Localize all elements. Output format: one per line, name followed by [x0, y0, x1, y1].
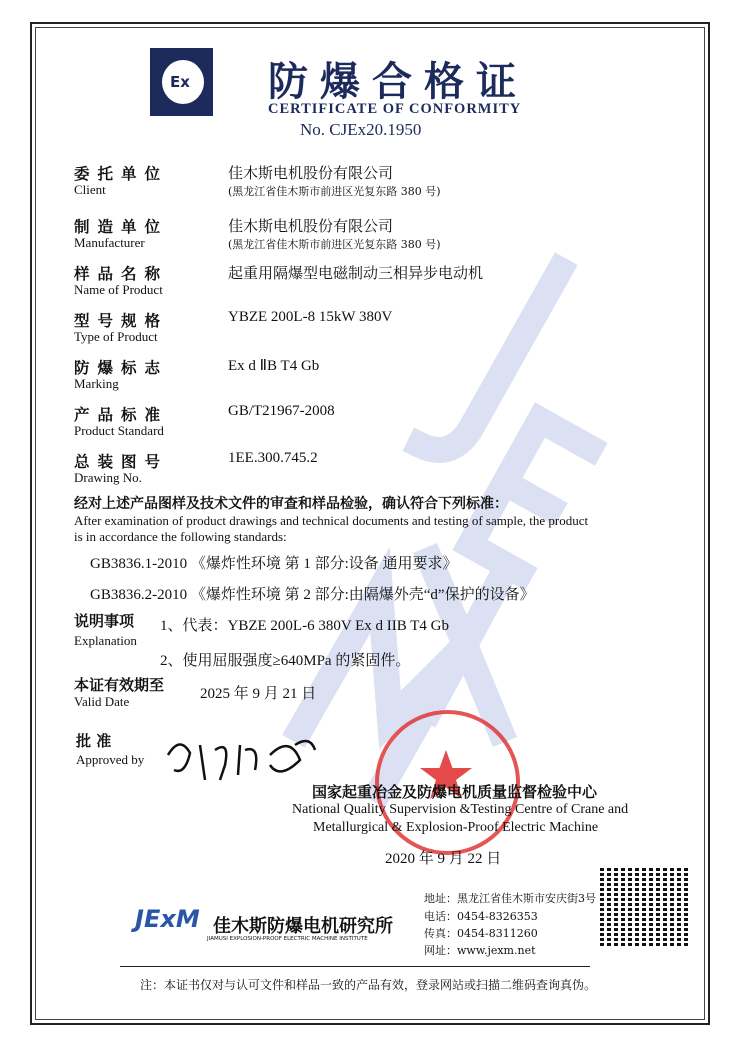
field-label-cn: 型号规格 — [74, 312, 169, 330]
certificate-title: 防爆合格证 — [268, 58, 528, 105]
issuer-name-en-2: Metallurgical & Explosion-Proof Electric Machine — [313, 820, 599, 835]
field-value: GB/T21967-2008 — [228, 403, 335, 419]
field-label-en: Drawing No. — [74, 470, 142, 485]
qr-code[interactable] — [600, 868, 688, 946]
footer-divider — [120, 966, 590, 967]
field-note: (黑龙江省佳木斯市前进区光复东路 380 号) — [228, 185, 441, 198]
certificate-number: No. CJEx20.1950 — [300, 120, 422, 139]
standard-1: GB3836.1-2010 《爆炸性环境 第 1 部分:设备 通用要求》 — [90, 556, 458, 572]
explanation-label-en: Explanation — [74, 633, 137, 648]
ex-logo — [150, 48, 213, 116]
field-label-cn: 委托单位 — [74, 165, 169, 183]
field-label-en: Name of Product — [74, 282, 163, 297]
field-value: 佳木斯电机股份有限公司 — [228, 166, 394, 182]
contact-address: 地址：黑龙江省佳木斯市安庆街3号 — [424, 892, 596, 905]
field-value: YBZE 200L-8 15kW 380V — [228, 309, 393, 325]
standard-2: GB3836.2-2010 《爆炸性环境 第 2 部分:由隔爆外壳“d”保护的设备》 — [90, 587, 535, 603]
signature — [160, 725, 330, 790]
field-value: 1EE.300.745.2 — [228, 450, 318, 466]
field-label-cn: 总装图号 — [74, 453, 169, 471]
statement-en-1: After examination of product drawings and technical documents and testing of sample, the product — [74, 513, 589, 528]
explanation-label-cn: 说明事项 — [74, 612, 135, 630]
certificate-subtitle: CERTIFICATE OF CONFORMITY — [268, 101, 522, 117]
issuer-name-cn: 国家起重冶金及防爆电机质量监督检验中心 — [312, 783, 598, 801]
approval-label-en: Approved by — [76, 752, 145, 767]
field-value: Ex d ⅡB T4 Gb — [228, 358, 320, 374]
field-label-en: Manufacturer — [74, 235, 145, 250]
valid-date: 2025 年 9 月 21 日 — [200, 686, 317, 702]
field-value: 起重用隔爆型电磁制动三相异步电动机 — [228, 266, 484, 282]
valid-label-cn: 本证有效期至 — [74, 676, 165, 694]
statement-cn: 经对上述产品图样及技术文件的审查和样品检验，确认符合下列标准： — [74, 496, 508, 512]
approval-label-cn: 批 准 — [76, 732, 112, 750]
field-label-cn: 制造单位 — [74, 218, 169, 236]
explanation-item-1: 1、代表：YBZE 200L-6 380V Ex d IIB T4 Gb — [160, 618, 450, 634]
field-label-en: Marking — [74, 376, 119, 391]
issuer-name-en-1: National Quality Supervision &Testing Centre of Crane and — [292, 802, 629, 817]
statement-en-2: is in accordance the following standards: — [74, 529, 287, 544]
field-value: 佳木斯电机股份有限公司 — [228, 219, 394, 235]
footer-note: 注：本证书仅对与认可文件和样品一致的产品有效，登录网站或扫描二维码查询真伪。 — [140, 978, 597, 992]
institute-logo-text: ExM — [143, 905, 200, 933]
contact-website[interactable]: 网址：www.jexm.net — [424, 944, 536, 957]
field-label-en: Client — [74, 182, 106, 197]
field-label-en: Type of Product — [74, 329, 158, 344]
ex-logo-text: Ex — [170, 73, 190, 91]
contact-phone: 电话：0454-8326353 — [424, 910, 538, 923]
issue-date: 2020 年 9 月 22 日 — [385, 851, 502, 867]
institute-name-en: JIAMUSI EXPLOSION-PROOF ELECTRIC MACHINE INSTITUTE — [207, 936, 368, 942]
explanation-item-2: 2、使用屈服强度≥640MPa 的紧固件。 — [160, 653, 411, 669]
field-note: (黑龙江省佳木斯市前进区光复东路 380 号) — [228, 238, 441, 251]
field-label-cn: 防爆标志 — [74, 359, 169, 377]
field-label-cn: 样品名称 — [74, 265, 169, 283]
contact-fax: 传真：0454-8311260 — [424, 927, 538, 940]
institute-name-cn: 佳木斯防爆电机研究所 — [213, 916, 393, 937]
valid-label-en: Valid Date — [74, 694, 130, 709]
field-label-en: Product Standard — [74, 423, 164, 438]
institute-logo: JExM — [135, 905, 200, 933]
field-label-cn: 产品标准 — [74, 406, 169, 424]
